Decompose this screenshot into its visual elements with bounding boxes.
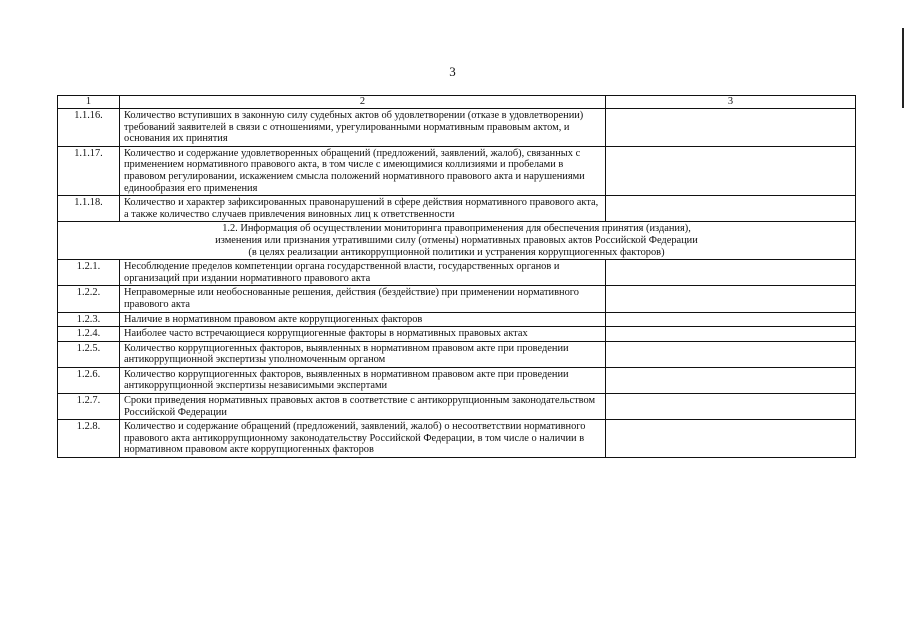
row-description: Количество коррупциогенных факторов, выявленных в нормативном правовом акте при проведении антикоррупционной экспертизы независимыми экспертами — [120, 367, 606, 393]
table-row — [58, 327, 856, 342]
table-row — [58, 341, 856, 367]
row-value — [606, 367, 856, 393]
monitoring-table — [57, 95, 856, 458]
row-number: 1.1.17. — [58, 146, 120, 195]
row-value — [606, 327, 856, 342]
scan-margin-line — [902, 28, 904, 108]
table-row — [58, 260, 856, 286]
row-number: 1.2.4. — [58, 327, 120, 342]
table-row — [58, 286, 856, 312]
row-value — [606, 286, 856, 312]
row-number: 1.2.3. — [58, 312, 120, 327]
row-value — [606, 341, 856, 367]
row-number: 1.2.1. — [58, 260, 120, 286]
row-value — [606, 196, 856, 222]
row-number: 1.2.8. — [58, 420, 120, 458]
row-description: Количество вступивших в законную силу судебных актов об удовлетворении (отказе в удовлетворении) требований заявителей в связи с отношениями, урегулированными нормативным правовым актом, и основания их принятия — [120, 109, 606, 147]
row-description: Количество коррупциогенных факторов, выявленных в нормативном правовом акте при проведении антикоррупционной экспертизы уполномоченным органом — [120, 341, 606, 367]
table-row — [58, 394, 856, 420]
row-description: Наличие в нормативном правовом акте коррупциогенных факторов — [120, 312, 606, 327]
row-value — [606, 312, 856, 327]
row-number: 1.1.18. — [58, 196, 120, 222]
row-number: 1.2.7. — [58, 394, 120, 420]
section-row — [58, 222, 856, 260]
section-heading-line: изменения или признания утратившими силу (отмены) нормативных правовых актов Российской Федерации — [215, 234, 698, 246]
table-row — [58, 420, 856, 458]
row-number: 1.2.5. — [58, 341, 120, 367]
row-number: 1.2.2. — [58, 286, 120, 312]
table-row — [58, 146, 856, 195]
section-heading-line: 1.2. Информация об осуществлении мониторинга правоприменения для обеспечения принятия (издания), — [222, 223, 691, 235]
header-col-1: 1 — [58, 96, 120, 109]
section-heading — [58, 222, 856, 260]
row-value — [606, 394, 856, 420]
row-value — [606, 420, 856, 458]
row-description: Количество и характер зафиксированных правонарушений в сфере действия нормативного правового акта, а также количество случаев привлечения виновных лиц к ответственности — [120, 196, 606, 222]
table-row — [58, 312, 856, 327]
row-number: 1.2.6. — [58, 367, 120, 393]
row-description: Несоблюдение пределов компетенции органа государственной власти, государственных органов и организаций при издании нормативного правового акта — [120, 260, 606, 286]
row-description: Количество и содержание удовлетворенных обращений (предложений, заявлений, жалоб), связанных с применением нормативного правового акта, в том числе с имеющимися коллизиями и пробелами в правовом регулировании, искажением смысла положений нормативного правового акта и нарушениями единообразия его применения — [120, 146, 606, 195]
header-col-2: 2 — [120, 96, 606, 109]
row-value — [606, 146, 856, 195]
table-row — [58, 367, 856, 393]
header-col-3: 3 — [606, 96, 856, 109]
row-description: Количество и содержание обращений (предложений, заявлений, жалоб) о несоответствии нормативного правового акта антикоррупционному законодательству Российской Федерации, в том числе о наличии в нормативном правовом акте коррупциогенных факторов — [120, 420, 606, 458]
row-description: Неправомерные или необоснованные решения, действия (бездействие) при применении нормативного правового акта — [120, 286, 606, 312]
row-value — [606, 109, 856, 147]
row-description: Сроки приведения нормативных правовых актов в соответствие с антикоррупционным законодательством Российской Федерации — [120, 394, 606, 420]
section-heading-line: (в целях реализации антикоррупционной политики и устранения коррупциогенных факторов) — [248, 246, 665, 258]
table-row — [58, 109, 856, 147]
page-number: 3 — [449, 64, 456, 79]
table-header-row — [58, 96, 856, 109]
row-number: 1.1.16. — [58, 109, 120, 147]
row-value — [606, 260, 856, 286]
table-row — [58, 196, 856, 222]
row-description: Наиболее часто встречающиеся коррупциогенные факторы в нормативных правовых актах — [120, 327, 606, 342]
